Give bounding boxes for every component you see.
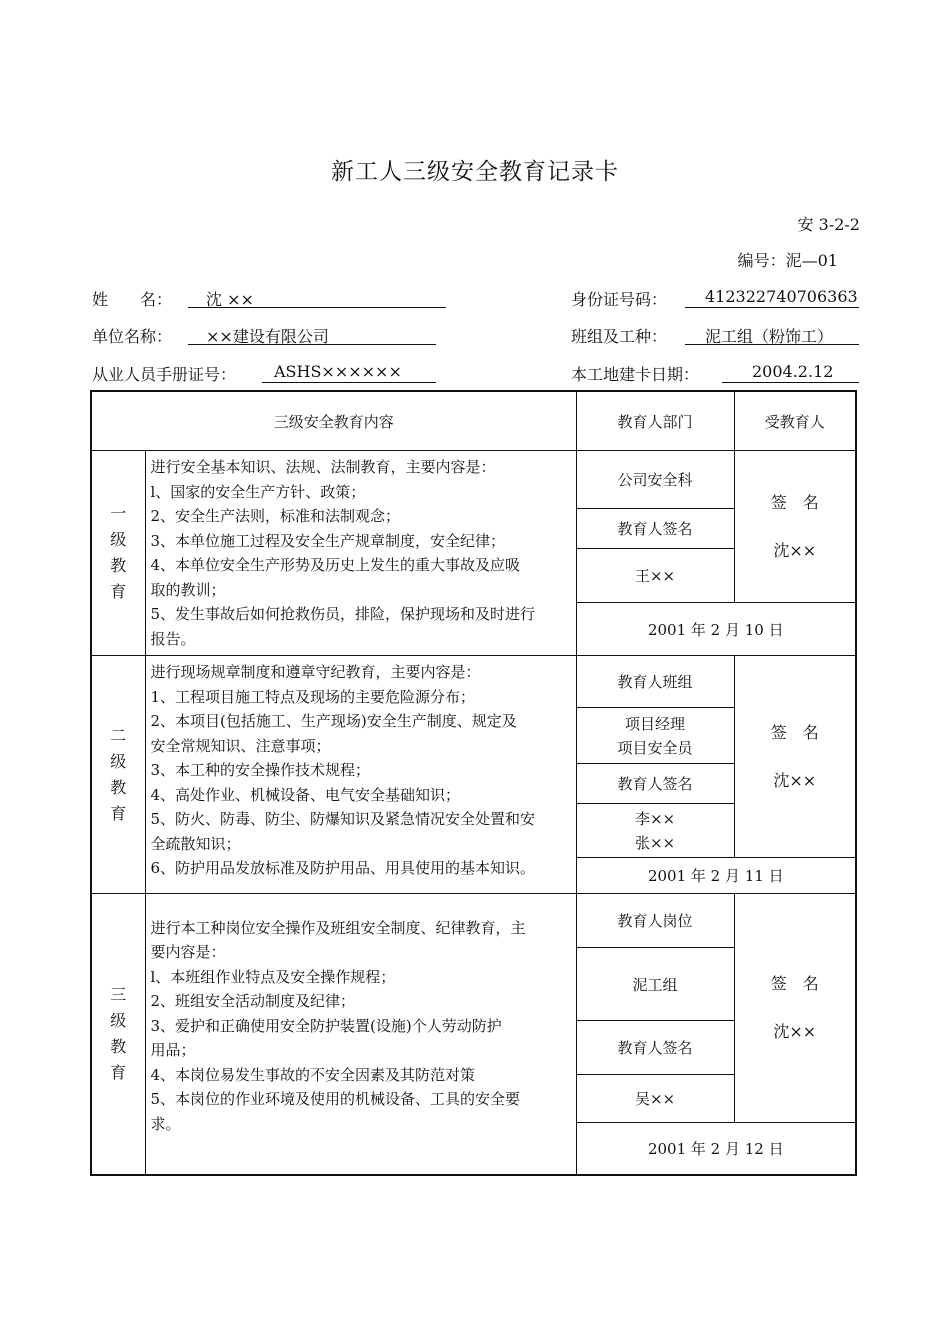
name-label: 姓 名： [92, 290, 173, 309]
company-value-field [188, 324, 436, 346]
company-label-field [92, 324, 172, 347]
level-3-date: 2001 年 2 月 12 日 [576, 1123, 856, 1175]
level-1-signer: 王×× [576, 549, 734, 603]
date-label-field [571, 362, 699, 385]
name-value: 沈 ×× [206, 290, 254, 309]
level-3-dept: 教育人岗位 [576, 894, 734, 948]
serial-number: 编号：泥—01 [737, 251, 838, 270]
team-label: 班组及工种： [571, 327, 668, 346]
manual-value-field [262, 362, 436, 384]
level-2-content: 进行现场规章制度和遵章守纪教育，主要内容是： 1、工程项目施工特点及现场的主要危险源分布； 2、本项目(包括施工、生产现场)安全生产制度、规定及 安全常规知识、注意事项； 3、本工种的安全操作技术规程； 4、高处作业、机械设备、电气安全基础知识； 5、防火、防毒、防尘、防爆知识及紧急情况安全处置和安 全疏散知识； 6、防护用品发放标准及防护用品、用具使用的基本知识。 [145, 656, 576, 894]
manual-label: 从业人员手册证号： [92, 365, 237, 384]
date-value: 2004.2.12 [752, 362, 834, 381]
level-2-signers: 李×× 张×× [576, 804, 734, 858]
date-value-field [722, 362, 859, 384]
header-content: 三级安全教育内容 [91, 391, 576, 451]
team-value-field [685, 324, 859, 346]
level-1-signature: 签 名 沈×× [734, 451, 856, 603]
level-2-dept: 教育人班组 [576, 656, 734, 708]
level-2-roles: 项目经理 项目安全员 [576, 708, 734, 764]
level-1-label: 一 级 教 育 [91, 451, 145, 656]
header-dept: 教育人部门 [576, 391, 734, 451]
name-field [92, 287, 172, 310]
level-1-signer-label: 教育人签名 [576, 509, 734, 549]
level-1-dept: 公司安全科 [576, 451, 734, 509]
education-record-table [90, 390, 857, 1176]
company-label: 单位名称： [92, 327, 173, 346]
manual-value: ASHS×××××× [274, 362, 402, 381]
page-title: 新工人三级安全教育记录卡 [331, 159, 619, 185]
level-2-date: 2001 年 2 月 11 日 [576, 858, 856, 894]
level-3-signer-label: 教育人签名 [576, 1021, 734, 1075]
header-trainee: 受教育人 [734, 391, 856, 451]
id-label: 身份证号码： [571, 290, 668, 309]
level-3-label: 三 级 教 育 [91, 894, 145, 1175]
team-value: 泥工组（粉饰工） [705, 327, 834, 346]
level-2-signature: 签 名 沈×× [734, 656, 856, 858]
level-3-content: 进行本工种岗位安全操作及班组安全制度、纪律教育，主 要内容是： l、本班组作业特点及安全操作规程； 2、班组安全活动制度及纪律； 3、爱护和正确使用安全防护装置(设施)个人劳动防护 用品； 4、本岗位易发生事故的不安全因素及其防范对策 5、本岗位的作业环境及使用的机械设备、工具的安全要 求。 [145, 894, 576, 1175]
date-label: 本工地建卡日期： [571, 365, 700, 384]
level-2-signer-label: 教育人签名 [576, 764, 734, 804]
level-3-team: 泥工组 [576, 948, 734, 1021]
id-value: 412322740706363 [705, 287, 858, 306]
form-code: 安 3-2-2 [797, 215, 860, 234]
id-value-field [685, 287, 859, 309]
level-1-date: 2001 年 2 月 10 日 [576, 603, 856, 656]
team-label-field [571, 324, 667, 347]
level-3-signer: 吴×× [576, 1075, 734, 1123]
level-2-label: 二 级 教 育 [91, 656, 145, 894]
manual-label-field [92, 362, 236, 385]
level-3-signature: 签 名 沈×× [734, 894, 856, 1123]
name-value-field [188, 287, 446, 309]
company-value: ××建设有限公司 [206, 327, 329, 346]
id-label-field [571, 287, 667, 310]
level-1-content: 进行安全基本知识、法规、法制教育，主要内容是： l、国家的安全生产方针、政策； 2、安全生产法则，标准和法制观念； 3、本单位施工过程及安全生产规章制度，安全纪律； 4、本单位安全生产形势及历史上发生的重大事故及应吸 取的教训； 5、发生事故后如何抢救伤员，排险，保护现场和及时进行 报告。 [145, 451, 576, 656]
